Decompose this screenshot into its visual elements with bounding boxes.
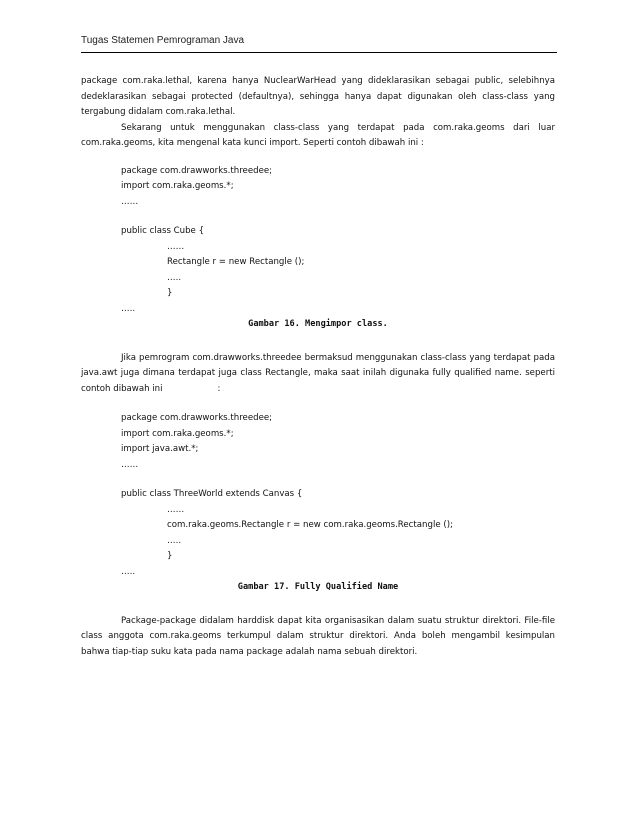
code-line: } [167,551,173,561]
code-block-1 [81,164,555,318]
paragraph-4: Package-package didalam harddisk dapat kita organisasikan dalam suatu struktur direktori. File-file class anggota com.raka.geoms terkumpul dalam struktur direktori. Anda boleh mengambil kesimpulan bahwa tiap-tiap suku kata pada nama package adalah nama sebuah direktori. [81,615,555,657]
code-line: ….. [121,303,136,314]
code-line: public class Cube { [121,226,205,236]
page-header-title: Tugas Statemen Pemrograman Java [81,35,245,46]
code-line: com.raka.geoms.Rectangle r = new com.raka.geoms.Rectangle (); [167,520,453,530]
code-line: …… [167,504,185,515]
code-block-2 [81,411,555,580]
paragraph-3-text: Jika pemrogram com.drawworks.threedee bermaksud menggunakan class-class yang terdapat pada java.awt juga dimana terdapat juga class Rectangle, maka saat inilah digunaka fully qualified name. seperti contoh dibawah ini [81,352,555,394]
code-line: import com.raka.geoms.*; [121,181,234,191]
figure-caption-17: Gambar 17. Fully Qualified Name [237,582,399,592]
code-line: …… [121,459,139,470]
paragraph-1: package com.raka.lethal, karena hanya NuclearWarHead yang dideklarasikan sebagai public, selebihnya dedeklarasikan sebagai protected (defaultnya), sehingga hanya dapat digunakan oleh class-class yang tergabung didalam com.raka.lethal. [81,76,555,117]
document-body [81,74,555,660]
code-line: ….. [121,566,136,577]
code-line: …… [167,241,185,252]
code-line: Rectangle r = new Rectangle (); [167,257,305,267]
code-line: public class ThreeWorld extends Canvas { [121,489,303,499]
code-line: import com.raka.geoms.*; [121,428,234,439]
code-line: package com.drawworks.threedee; [121,413,273,423]
code-line: } [167,288,173,298]
paragraph-3 [81,351,555,398]
code-line: ….. [167,535,182,546]
header-rule [81,52,557,53]
figure-caption-16: Gambar 16. Mengimpor class. [248,319,388,329]
paragraph-3-colon: : [217,383,221,394]
paragraph-2: Sekarang untuk menggunakan class-class yang terdapat pada com.raka.geoms dari luar com.raka.geoms, kita mengenal kata kunci import. Seperti contoh dibawah ini : [81,122,555,148]
code-line: ….. [167,272,182,283]
code-line: package com.drawworks.threedee; [121,165,273,176]
code-line: …… [121,196,139,207]
code-line: import java.awt.*; [121,444,199,454]
